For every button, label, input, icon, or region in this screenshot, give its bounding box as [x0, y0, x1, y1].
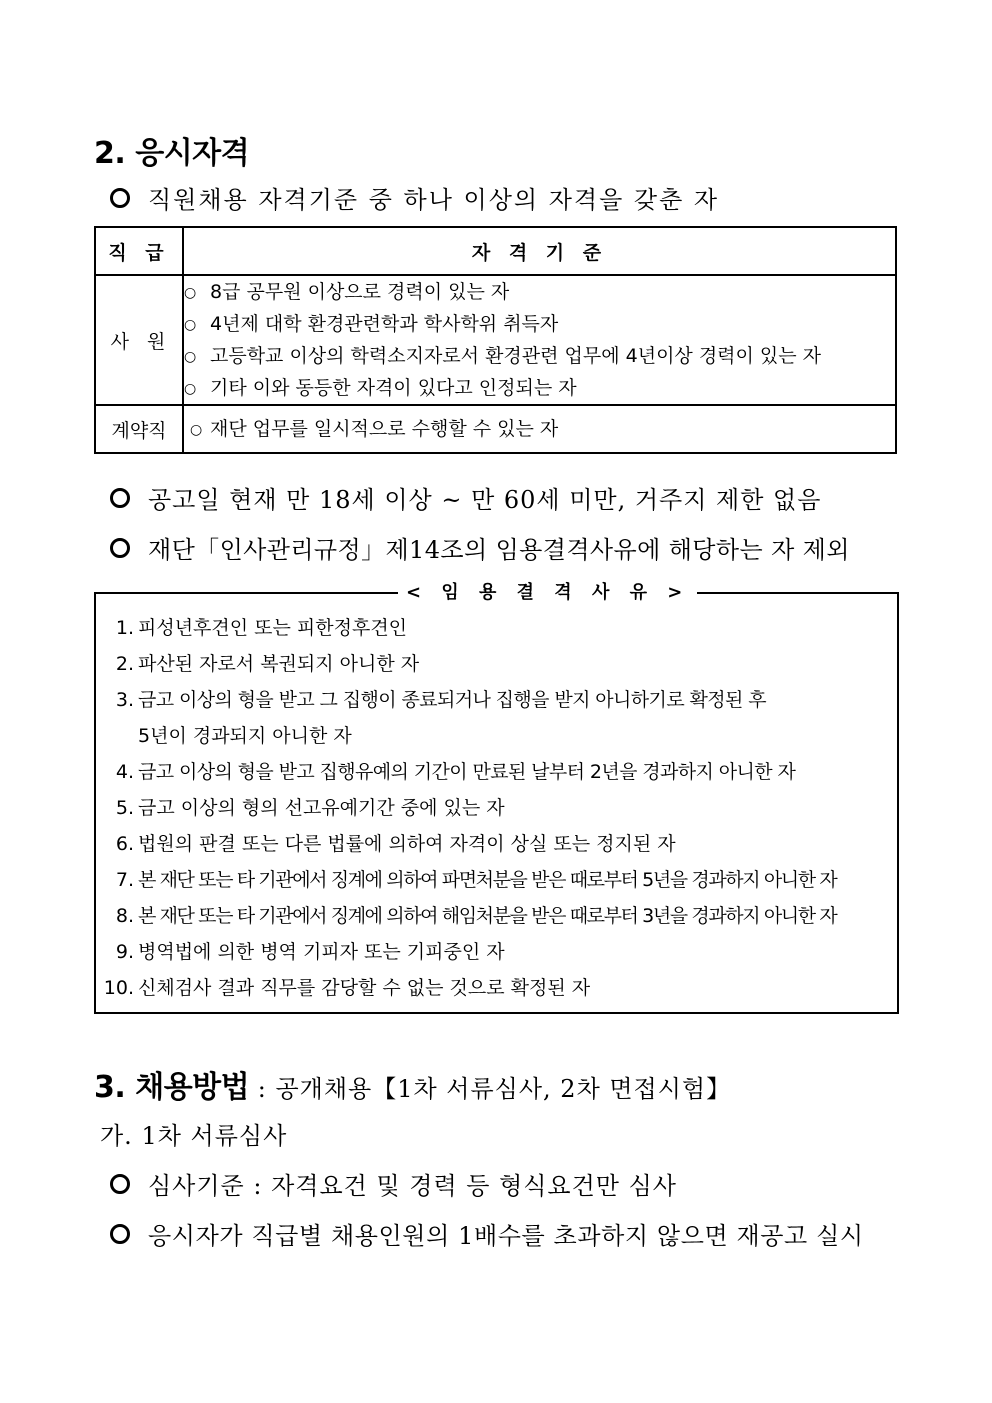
section-2-heading: 2. 응시자격: [94, 136, 250, 171]
bullet-age: [110, 480, 821, 515]
bullet-text: 응시자가 직급별 채용인원의 1배수를 초과하지 않으면 재공고 실시: [148, 1222, 864, 1250]
header-criteria: 자 격 기 준: [183, 227, 896, 275]
hollow-circle-icon: ○: [184, 284, 197, 301]
table-row: [95, 275, 896, 405]
hollow-circle-icon: ○: [190, 421, 203, 438]
criteria-item: ○ 기타 이와 동등한 자격이 있다고 인정되는 자: [184, 372, 895, 404]
list-item: 5. 금고 이상의 형의 선고유예기간 중에 있는 자: [115, 797, 505, 819]
bullet-exclusion: [110, 530, 850, 565]
criteria-item: ○ 고등학교 이상의 학력소지자로서 환경관련 업무에 4년이상 경력이 있는 자: [184, 340, 895, 372]
grade-staff: 사 원: [95, 275, 183, 405]
bullet-text: 직원채용 자격기준 중 하나 이상의 자격을 갖춘 자: [148, 186, 720, 214]
circle-bullet-icon: [110, 1174, 130, 1194]
bullet-reannouncement: [110, 1216, 864, 1251]
list-item: 8. 본 재단 또는 타 기관에서 징계에 의하여 해임처분을 받은 때로부터 3년을 경과하지 아니한 자: [115, 905, 837, 927]
bullet-text: 공고일 현재 만 18세 이상 ~ 만 60세 미만, 거주지 제한 없음: [148, 486, 822, 514]
section-3-method: : 공개채용【1차 서류심사, 2차 면접시험】: [249, 1075, 732, 1103]
qualification-table: [94, 226, 897, 454]
bullet-text: 재단「인사관리규정」제14조의 임용결격사유에 해당하는 자 제외: [148, 536, 850, 564]
sub-heading-document-review: 가. 1차 서류심사: [100, 1122, 288, 1150]
section-3-heading: 3. 채용방법: [94, 1070, 250, 1105]
circle-bullet-icon: [110, 488, 130, 508]
header-grade: 직 급: [95, 227, 183, 275]
criteria-contract: [183, 405, 896, 453]
list-item: 1. 피성년후견인 또는 피한정후견인: [115, 617, 408, 639]
hollow-circle-icon: ○: [184, 316, 197, 333]
circle-bullet-icon: [110, 538, 130, 558]
bullet-review-criteria: [110, 1166, 677, 1201]
criteria-item: ○ 8급 공무원 이상으로 경력이 있는 자: [184, 276, 895, 308]
disqualification-title: < 임 용 결 격 사 유 >: [398, 578, 697, 604]
criteria-item: ○ 4년제 대학 환경관련학과 학사학위 취득자: [184, 308, 895, 340]
hollow-circle-icon: ○: [184, 348, 197, 365]
list-item: 6. 법원의 판결 또는 다른 법률에 의하여 자격이 상실 또는 정지된 자: [115, 833, 676, 855]
table-header-row: [95, 227, 896, 275]
table-row: [95, 405, 896, 453]
bullet-qualification: [110, 180, 719, 215]
list-item: 4. 금고 이상의 형을 받고 집행유예의 기간이 만료된 날부터 2년을 경과하지 아니한 자: [115, 761, 796, 783]
list-item: 5년이 경과되지 아니한 자: [138, 725, 352, 747]
criteria-staff: [183, 275, 896, 405]
hollow-circle-icon: ○: [184, 380, 197, 397]
criteria-item: ○ 재단 업무를 일시적으로 수행할 수 있는 자: [190, 413, 895, 445]
list-item: 9. 병역법에 의한 병역 기피자 또는 기피중인 자: [115, 941, 505, 963]
circle-bullet-icon: [110, 1224, 130, 1244]
section-3-heading-line: [94, 1062, 731, 1106]
circle-bullet-icon: [110, 188, 130, 208]
list-item: 2. 파산된 자로서 복권되지 아니한 자: [115, 653, 420, 675]
bullet-text: 심사기준 : 자격요건 및 경력 등 형식요건만 심사: [148, 1172, 677, 1200]
list-item: 7. 본 재단 또는 타 기관에서 징계에 의하여 파면처분을 받은 때로부터 5년을 경과하지 아니한 자: [115, 869, 837, 891]
list-item: 10. 신체검사 결과 직무를 감당할 수 없는 것으로 확정된 자: [103, 977, 591, 999]
grade-contract: 계약직: [95, 405, 183, 453]
list-item: 3. 금고 이상의 형을 받고 그 집행이 종료되거나 집행을 받지 아니하기로 확정된 후: [115, 689, 766, 711]
disqualification-list: [96, 610, 896, 1006]
